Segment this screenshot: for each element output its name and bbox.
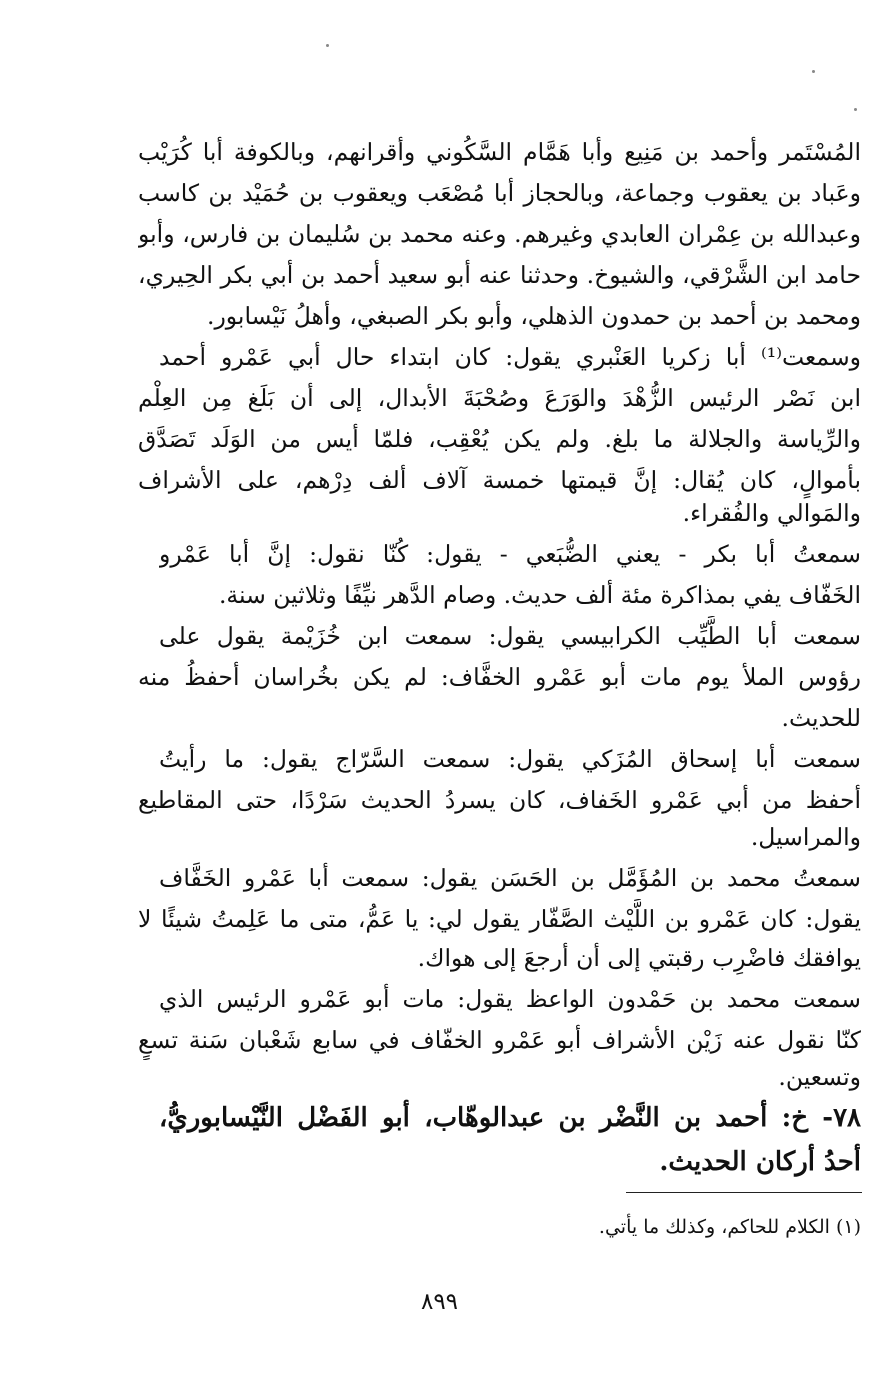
body-line: وعَباد بن يعقوب وجماعة، وبالحجاز أبا مُصْعَب ويعقوب بن حُمَيْد بن كاسب (138, 179, 861, 207)
body-line: سمعتُ محمد بن المُؤَمَّل بن الحَسَن يقول: سمعت أبا عَمْرو الخَفَّاف (159, 864, 861, 892)
page-number: ٨٩٩ (420, 1289, 459, 1315)
entry-heading: أحدُ أركان الحديث. (659, 1147, 861, 1177)
footnote: (١) الكلام للحاكم، وكذلك ما يأتي. (598, 1216, 861, 1238)
body-line: سمعت محمد بن حَمْدون الواعظ يقول: مات أبو عَمْرو الرئيس الذي (159, 985, 861, 1013)
body-line: يوافقك فاضْرِب رقبتي إلى أن أرجعَ إلى هواك. (417, 944, 861, 972)
body-line: والرِّياسة والجلالة ما بلغ. ولم يكن يُعْقِب، فلمّا أيس من الوَلَد تَصَدَّق (138, 425, 861, 453)
body-line: كنّا نقول عنه زَيْن الأشراف أبو عَمْرو الخفّاف في سابع شَعْبان سَنة تسعٍ (138, 1026, 861, 1054)
body-line: وعبدالله بن عِمْران العابدي وغيرهم. وعنه محمد بن سُليمان بن فارس، وأبو (138, 220, 861, 248)
body-line: سمعتُ أبا بكر - يعني الضُّبَعي - يقول: كُنّا نقول: إنَّ أبا عَمْرو (159, 540, 861, 568)
scan-speck (812, 70, 815, 73)
body-line: يقول: كان عَمْرو بن اللَّيْث الصَّفّار يقول لي: يا عَمُّ، متى ما عَلِمتُ شيئًا لا (138, 905, 861, 933)
body-line: المُسْتَمر وأحمد بن مَنِيع وأبا هَمَّام السَّكُوني وأقرانهم، وبالكوفة أبا كُرَيْب (138, 138, 861, 166)
body-line: ابن نَصْر الرئيس الزُّهْدَ والوَرَعَ وصُحْبَةَ الأبدال، إلى أن بَلَغ مِن العِلْم (138, 384, 861, 412)
body-line: حامد ابن الشَّرْقي، والشيوخ. وحدثنا عنه أبو سعيد أحمد بن أبي بكر الحِيري، (138, 261, 861, 289)
body-line: ومحمد بن أحمد بن حمدون الذهلي، وأبو بكر الصبغي، وأهلُ نَيْسابور. (206, 302, 861, 330)
body-line: للحديث. (781, 704, 861, 732)
body-line: والمَوالي والفُقراء. (682, 499, 861, 527)
body-line: وتسعين. (778, 1063, 861, 1091)
scan-speck (326, 44, 329, 47)
scan-speck (854, 108, 857, 111)
body-line: بأموالٍ، كان يُقال: إنَّ قيمتها خمسة آلاف ألف دِرْهم، على الأشراف (138, 466, 861, 494)
body-line: أحفظ من أبي عَمْرو الخَفاف، كان يسردُ الحديث سَرْدًا، حتى المقاطيع (138, 786, 861, 814)
body-line: سمعت أبا إسحاق المُزَكي يقول: سمعت السَّرّاج يقول: ما رأيتُ (159, 745, 861, 773)
body-line: سمعت أبا الطَّيِّب الكرابيسي يقول: سمعت ابن خُزَيْمة يقول على (159, 622, 861, 650)
body-line: الخَفّاف يفي بمذاكرة مئة ألف حديث. وصام الدَّهر نيِّفًا وثلاثين سنة. (218, 581, 861, 609)
body-line: رؤوس الملأ يوم مات أبو عَمْرو الخفَّاف: لم يكن بخُراسان أحفظُ منه (138, 663, 861, 691)
entry-heading: ٧٨- خ: أحمد بن النَّضْر بن عبدالوهّاب، أبو الفَضْل النَّيْسابوريُّ، (159, 1103, 861, 1133)
body-line: وسمعت⁽¹⁾ أبا زكريا العَنْبري يقول: كان ابتداء حال أبي عَمْرو أحمد (159, 343, 861, 371)
body-line: والمراسيل. (750, 823, 861, 851)
footnote-divider (626, 1192, 862, 1193)
